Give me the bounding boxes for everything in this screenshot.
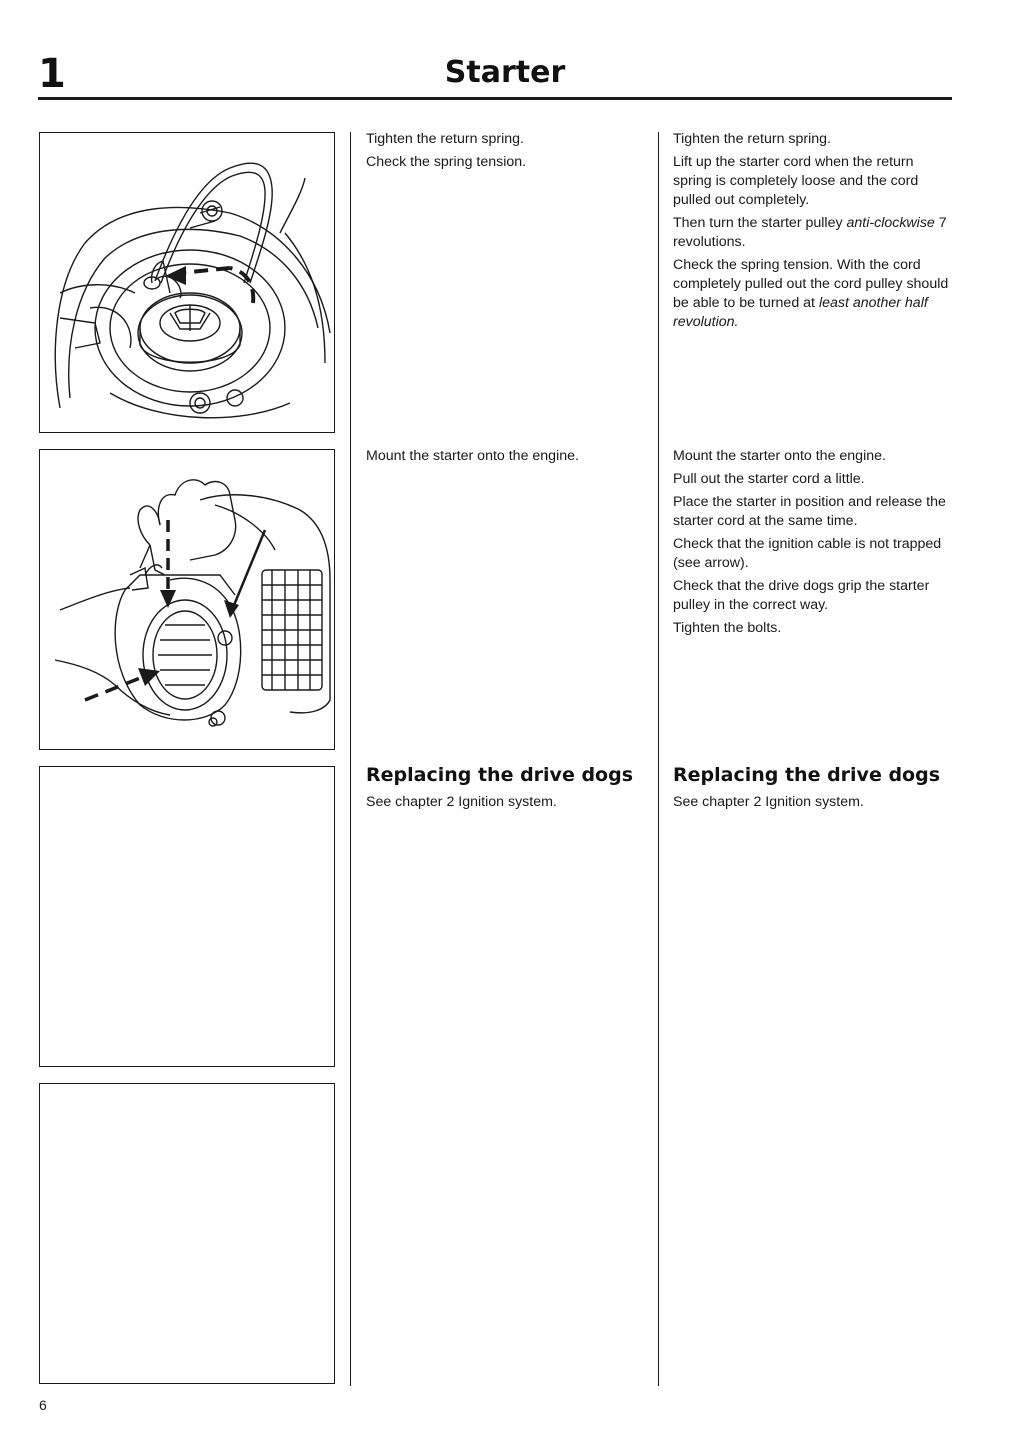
section-1-left-text (366, 130, 648, 176)
emphasis-text: anti-clockwise (846, 215, 935, 231)
paragraph: Mount the starter onto the engine. (673, 448, 886, 464)
figure-blank-2 (39, 1083, 335, 1384)
column-divider-1 (350, 132, 351, 1386)
paragraph: Check that the drive dogs grip the starter pulley in the correct way. (673, 578, 930, 613)
mount-starter-illustration-icon (40, 450, 334, 749)
section-heading: Replacing the drive dogs (366, 764, 634, 786)
section-3-right-text (673, 763, 955, 816)
paragraph: Tighten the return spring. (673, 131, 831, 147)
paragraph: Tighten the return spring. (366, 131, 524, 147)
starter-spring-illustration-icon (40, 133, 334, 432)
text-run: Check the spring tension. With the cord completely pulled out the cord pulley should be able to be turned at (673, 257, 949, 311)
chapter-number: 1 (38, 51, 66, 97)
text-run: 7 revolutions. (673, 215, 947, 250)
paragraph: Check the spring tension. (366, 154, 527, 170)
figure-blank-1 (39, 766, 335, 1067)
paragraph: See chapter 2 Ignition system. (673, 794, 864, 810)
figure-mount-starter (39, 449, 335, 750)
paragraph: Pull out the starter cord a little. (673, 471, 865, 487)
section-2-right-text (673, 447, 955, 642)
paragraph: See chapter 2 Ignition system. (366, 794, 557, 810)
section-heading: Replacing the drive dogs (673, 764, 941, 786)
text-run: Then turn the starter pulley (673, 215, 847, 231)
page-title: Starter (444, 55, 566, 90)
section-3-left-text (366, 763, 648, 816)
paragraph: Lift up the starter cord when the return spring is completely loose and the cord pulled out completely. (673, 154, 919, 208)
emphasis-text: least another half revolution. (673, 295, 928, 330)
section-2-left-text (366, 447, 648, 470)
page-number: 6 (39, 1397, 47, 1413)
paragraph (673, 256, 955, 332)
section-1-right-text (673, 130, 955, 336)
paragraph: Place the starter in position and release the starter cord at the same time. (673, 494, 946, 529)
column-divider-2 (658, 132, 659, 1386)
paragraph: Mount the starter onto the engine. (366, 448, 579, 464)
paragraph (673, 214, 955, 252)
figure-starter-spring (39, 132, 335, 433)
paragraph: Check that the ignition cable is not trapped (see arrow). (673, 536, 942, 571)
paragraph: Tighten the bolts. (673, 620, 782, 636)
title-divider (38, 97, 952, 100)
